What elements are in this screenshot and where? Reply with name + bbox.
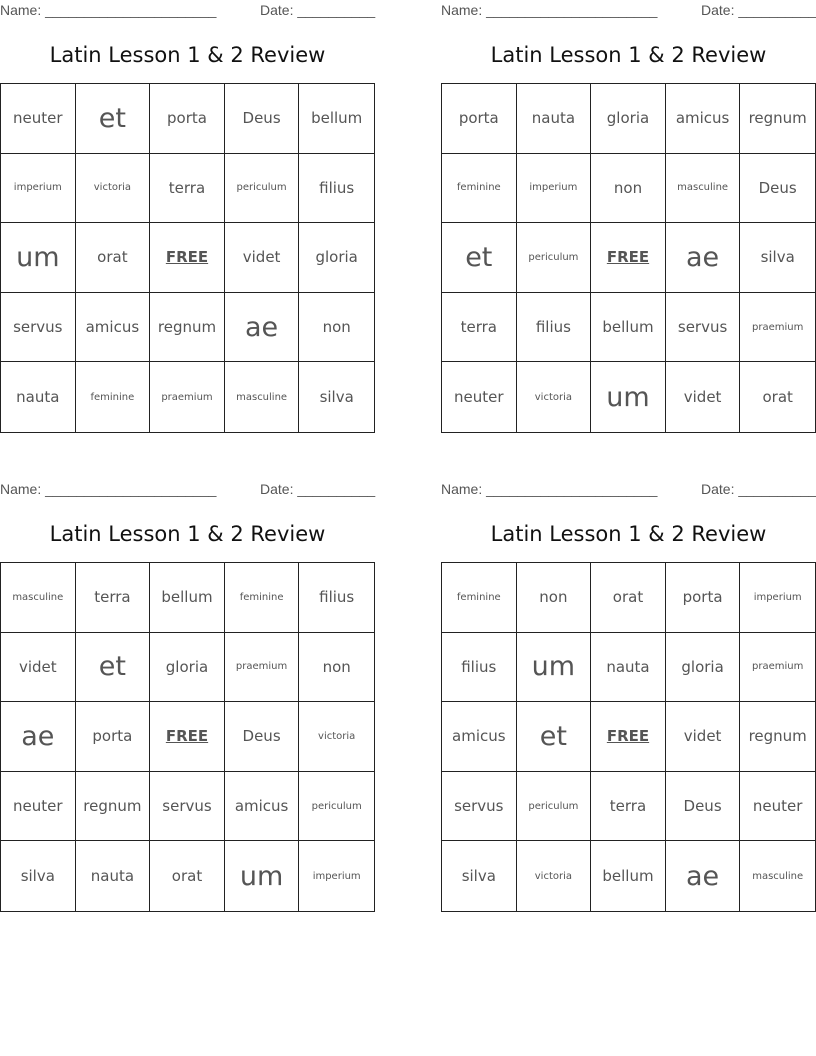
card-title: Latin Lesson 1 & 2 Review <box>49 522 326 546</box>
bingo-cell: servus <box>666 293 741 363</box>
bingo-grid <box>441 83 816 433</box>
bingo-cell: terra <box>76 563 151 633</box>
free-space-cell: FREE <box>591 702 666 772</box>
name-field-label: Name: ______________________ <box>441 2 658 18</box>
bingo-card-3 <box>0 479 375 911</box>
bingo-cell: feminine <box>76 362 151 432</box>
bingo-cell: amicus <box>442 702 517 772</box>
bingo-cell: amicus <box>666 84 741 154</box>
bingo-cell: periculum <box>225 154 300 224</box>
bingo-cell: feminine <box>442 563 517 633</box>
bingo-cell: Deus <box>225 702 300 772</box>
bingo-cell: regnum <box>150 293 225 363</box>
bingo-cell: imperium <box>740 563 815 633</box>
bingo-cell: amicus <box>76 293 151 363</box>
bingo-cell: imperium <box>517 154 592 224</box>
bingo-cell: praemium <box>150 362 225 432</box>
bingo-cell: nauta <box>517 84 592 154</box>
bingo-card-1 <box>0 0 375 432</box>
bingo-cell: praemium <box>740 633 815 703</box>
bingo-cell: ae <box>1 702 76 772</box>
bingo-cell: gloria <box>150 633 225 703</box>
free-space-cell: FREE <box>150 223 225 293</box>
name-date-line <box>0 481 375 497</box>
bingo-cell: feminine <box>225 563 300 633</box>
bingo-cell: servus <box>1 293 76 363</box>
bingo-cell: um <box>591 362 666 432</box>
bingo-cell: orat <box>591 563 666 633</box>
bingo-cell: neuter <box>442 362 517 432</box>
bingo-cell: non <box>299 293 374 363</box>
bingo-grid <box>441 562 816 912</box>
bingo-cell: silva <box>1 841 76 911</box>
bingo-cell: Deus <box>225 84 300 154</box>
name-field-label: Name: ______________________ <box>0 2 217 18</box>
bingo-cell: orat <box>150 841 225 911</box>
bingo-cell: servus <box>442 772 517 842</box>
bingo-cell: periculum <box>517 223 592 293</box>
bingo-cell: praemium <box>225 633 300 703</box>
bingo-cell: victoria <box>517 841 592 911</box>
date-field-label: Date: __________ <box>701 2 816 18</box>
bingo-cell: regnum <box>740 702 815 772</box>
bingo-cell: imperium <box>312 870 361 882</box>
free-space-cell: FREE <box>150 702 225 772</box>
bingo-cell: et <box>517 702 592 772</box>
bingo-cell: regnum <box>740 84 815 154</box>
card-title: Latin Lesson 1 & 2 Review <box>490 43 767 67</box>
bingo-cell: praemium <box>740 293 815 363</box>
date-field-label: Date: __________ <box>260 481 376 497</box>
bingo-cell: porta <box>666 563 741 633</box>
bingo-cell: orat <box>762 388 793 407</box>
bingo-cell: non <box>591 154 666 224</box>
bingo-cell: masculine <box>752 870 804 882</box>
bingo-cell: imperium <box>1 154 76 224</box>
bingo-cell: nauta <box>591 633 666 703</box>
bingo-cell: et <box>76 633 151 703</box>
bingo-grid <box>0 562 375 912</box>
card-title: Latin Lesson 1 & 2 Review <box>490 522 767 546</box>
bingo-cell: non <box>299 633 374 703</box>
bingo-cell: Deus <box>666 772 741 842</box>
bingo-grid <box>0 83 375 433</box>
bingo-cell: ae <box>225 293 300 363</box>
bingo-cell: filius <box>299 563 374 633</box>
bingo-cell: nauta <box>76 841 151 911</box>
bingo-cell: porta <box>150 84 225 154</box>
bingo-cell: bellum <box>591 293 666 363</box>
bingo-cell: silva <box>740 223 815 293</box>
bingo-card-4 <box>441 479 816 911</box>
name-date-line <box>441 481 816 497</box>
bingo-cell: neuter <box>1 772 76 842</box>
bingo-cell: bellum <box>591 841 666 911</box>
bingo-cell: et <box>442 223 517 293</box>
bingo-cell: bellum <box>299 84 374 154</box>
bingo-cell: amicus <box>225 772 300 842</box>
free-space-cell: FREE <box>591 223 666 293</box>
bingo-cell: um <box>1 223 76 293</box>
bingo-cell: gloria <box>591 84 666 154</box>
bingo-cell: victoria <box>76 154 151 224</box>
bingo-cell: filius <box>442 633 517 703</box>
bingo-cell: ae <box>666 223 741 293</box>
bingo-cell: terra <box>150 154 225 224</box>
bingo-cell: um <box>225 841 300 911</box>
bingo-cell: non <box>517 563 592 633</box>
bingo-cell: masculine <box>225 362 300 432</box>
bingo-cell: et <box>76 84 151 154</box>
bingo-cell: filius <box>517 293 592 363</box>
bingo-cell: orat <box>76 223 151 293</box>
bingo-cell: gloria <box>666 633 741 703</box>
bingo-cell: servus <box>150 772 225 842</box>
name-date-line <box>0 2 375 18</box>
bingo-cell: terra <box>442 293 517 363</box>
name-field-label: Name: ______________________ <box>441 481 658 497</box>
bingo-cell: periculum <box>299 772 374 842</box>
bingo-cell: videt <box>666 362 741 432</box>
bingo-cell: silva <box>319 388 354 407</box>
bingo-cell: periculum <box>517 772 592 842</box>
bingo-cell: masculine <box>666 154 741 224</box>
name-field-label: Name: ______________________ <box>0 481 217 497</box>
bingo-cell: neuter <box>1 84 76 154</box>
bingo-cell: gloria <box>299 223 374 293</box>
card-title: Latin Lesson 1 & 2 Review <box>49 43 326 67</box>
bingo-card-2 <box>441 0 816 432</box>
date-field-label: Date: __________ <box>260 2 376 18</box>
bingo-cell: ae <box>666 841 741 911</box>
bingo-cell: um <box>517 633 592 703</box>
bingo-cell: videt <box>1 633 76 703</box>
bingo-cell: nauta <box>1 362 76 432</box>
bingo-cell: victoria <box>299 702 374 772</box>
bingo-cell: videt <box>225 223 300 293</box>
bingo-cell: bellum <box>150 563 225 633</box>
bingo-cell: feminine <box>442 154 517 224</box>
bingo-cell: porta <box>76 702 151 772</box>
bingo-cell: masculine <box>1 563 76 633</box>
bingo-cell: videt <box>666 702 741 772</box>
bingo-cell: neuter <box>740 772 815 842</box>
bingo-cell: porta <box>442 84 517 154</box>
name-date-line <box>441 2 816 18</box>
bingo-cell: filius <box>299 154 374 224</box>
bingo-cell: regnum <box>76 772 151 842</box>
bingo-cell: victoria <box>517 362 592 432</box>
bingo-cell: terra <box>591 772 666 842</box>
date-field-label: Date: __________ <box>701 481 816 497</box>
bingo-cell: Deus <box>740 154 815 224</box>
bingo-cell: silva <box>442 841 517 911</box>
